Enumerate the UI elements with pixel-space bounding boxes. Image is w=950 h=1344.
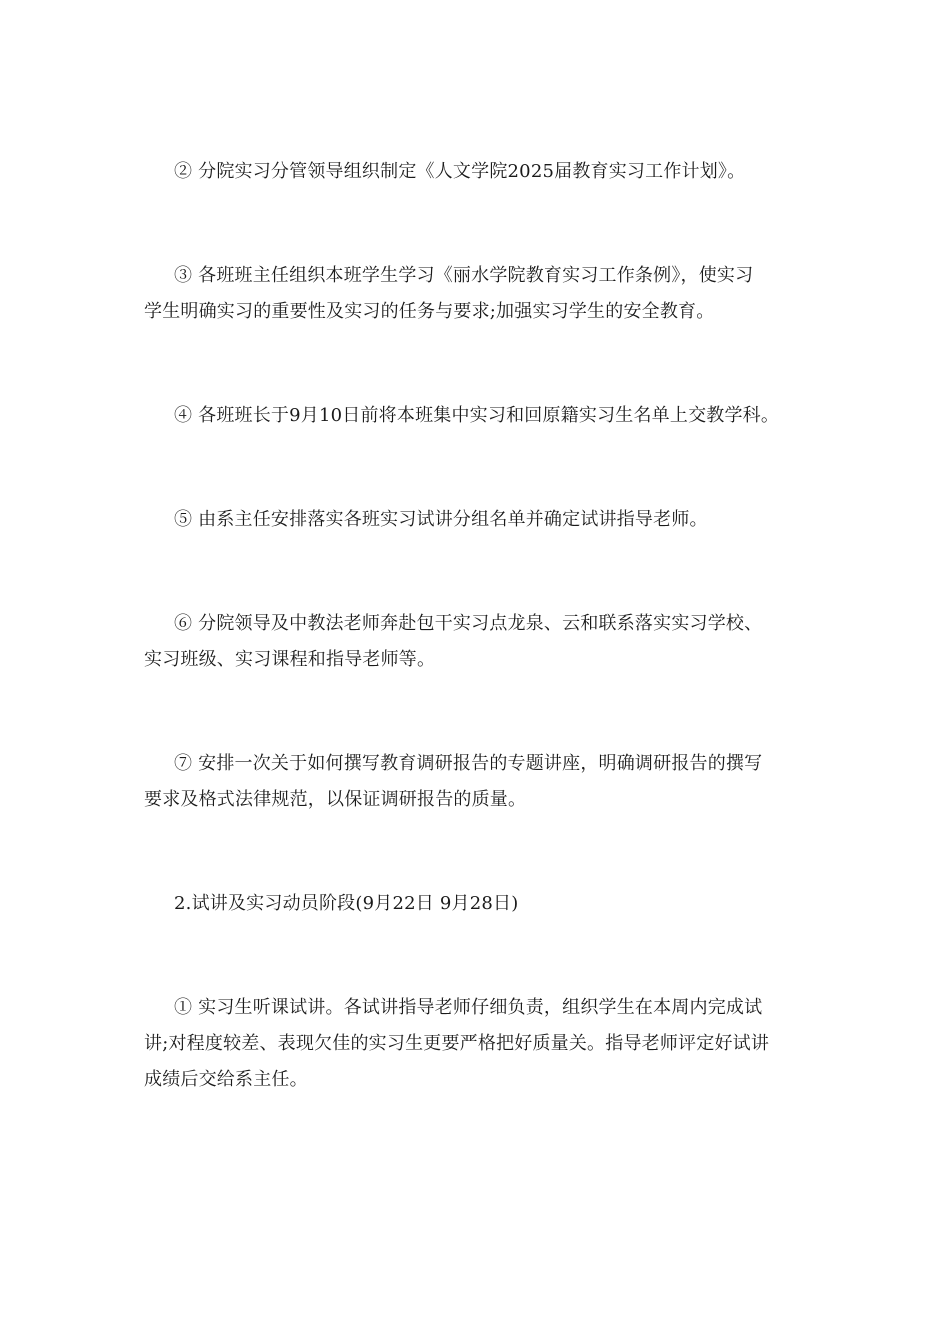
paragraph-line: ② 分院实习分管领导组织制定《人文学院2025届教育实习工作计划》。 <box>174 161 746 182</box>
paragraph-line: ① 实习生听课试讲。各试讲指导老师仔细负责，组织学生在本周内完成试 <box>174 997 763 1018</box>
paragraph-item-7 <box>144 746 810 818</box>
paragraph-line: ⑥ 分院领导及中教法老师奔赴包干实习点龙泉、云和联系落实实习学校、 <box>174 613 763 634</box>
paragraph-item-1 <box>144 990 810 1098</box>
paragraph-line: ④ 各班班长于9月10日前将本班集中实习和回原籍实习生名单上交教学科。 <box>174 405 780 426</box>
paragraph-line: ⑦ 安排一次关于如何撰写教育调研报告的专题讲座，明确调研报告的撰写 <box>174 753 763 774</box>
paragraph-item-6 <box>144 606 810 678</box>
paragraph-item-3 <box>144 258 810 330</box>
paragraph-item-5 <box>144 502 810 538</box>
paragraph-line: 要求及格式法律规范，以保证调研报告的质量。 <box>144 789 527 810</box>
paragraph-line: 讲;对程度较差、表现欠佳的实习生更要严格把好质量关。指导老师评定好试讲 <box>144 1033 770 1054</box>
paragraph-item-2 <box>144 154 810 190</box>
paragraph-line: 成绩后交给系主任。 <box>144 1069 308 1090</box>
paragraph-line: 2.试讲及实习动员阶段(9月22日 9月28日) <box>174 893 519 914</box>
paragraph-line: 学生明确实习的重要性及实习的任务与要求;加强实习学生的安全教育。 <box>144 301 715 322</box>
paragraph-item-4 <box>144 398 810 434</box>
section-heading-trial-lecture <box>144 886 810 922</box>
paragraph-line: 实习班级、实习课程和指导老师等。 <box>144 649 436 670</box>
paragraph-line: ③ 各班班主任组织本班学生学习《丽水学院教育实习工作条例》，使实习 <box>174 265 754 286</box>
paragraph-line: ⑤ 由系主任安排落实各班实习试讲分组名单并确定试讲指导老师。 <box>174 509 708 530</box>
